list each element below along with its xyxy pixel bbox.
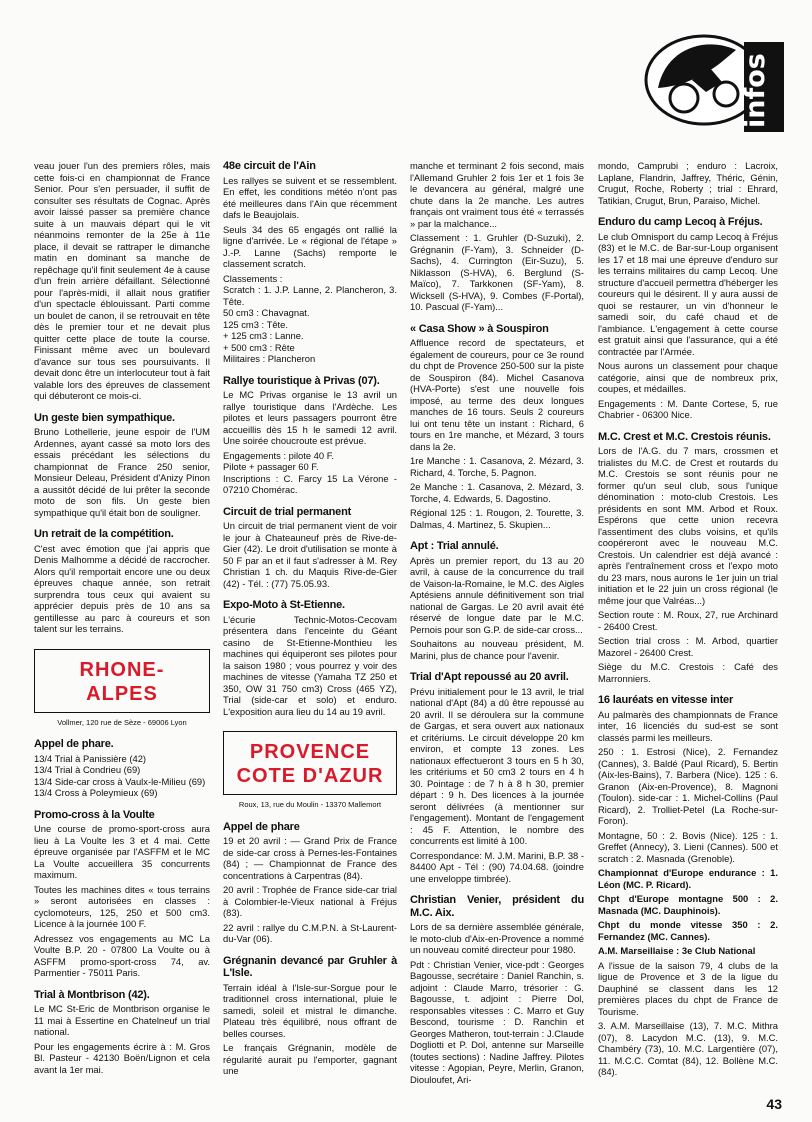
paragraph: Lors de l'A.G. du 7 mars, crossmen et trialistes du M.C. de Crest et routards du M.C. Crestois se sont réunis pour ne former qu'un seul club, sous l'unique dénomination : moto-club Crestois. Les présidents en sont MM. Arbod et Roux. Espérons que cette union recevra l'assentiment des clubs voisins, et qu'ils coopéreront avec le nouveau M.C. Crestois. Un calendrier est déjà avancé : après l'entraînement cross et l'expo moto du 23 mars, nous aurons le 1er juin un trial initiation et le 22 juin un cross régional (le même jour que Valréas...): [598, 445, 778, 606]
page-number: 43: [766, 1096, 782, 1112]
paragraph: Section trial cross : M. Arbod, quartier Mazorel - 26400 Crest.: [598, 635, 778, 658]
heading-geste: Un geste bien sympathique.: [34, 411, 175, 424]
paragraph: Le MC Privas organise le 13 avril un rallye touristique dans l'Ardèche. Les pilotes et leurs passagers pourront être accueillis dès 15 h le samedi 12 avril. Une soirée choucroute est prévue.: [223, 389, 397, 446]
heading-casa-show: « Casa Show » à Souspiron: [410, 322, 549, 335]
paragraph: 19 et 20 avril : — Grand Prix de France de side-car cross à Pernes-les-Fontaines (84) ; — Championnat de France des concentrations à Carpentras (84).: [223, 835, 397, 881]
list-item: 13/4 Trial à Panissière (42): [34, 752, 147, 764]
heading-voulte: Promo-cross à la Voulte: [34, 808, 155, 821]
list-item: Scratch : 1. J.P. Lanne, 2. Plancheron, 3. Tête.: [223, 284, 397, 307]
paragraph: Montagne, 50 : 2. Bovis (Nice). 125 : 1. Greffet (Annecy), 3. Lieni (Cannes). 500 et scratch : 2. Masnada (Grenoble).: [598, 829, 778, 864]
list-item: + 125 cm3 : Lanne.: [223, 330, 304, 341]
heading-venier: Christian Venier, président du M.C. Aix.: [410, 894, 584, 919]
region-title: RHONE-: [79, 658, 165, 681]
heading-ain: 48e circuit de l'Ain: [223, 160, 316, 172]
list-item: Pilote + passager 60 F.: [223, 461, 319, 472]
paragraph: Seuls 34 des 65 engagés ont rallié la ligne d'arrivée. Le « régional de l'étape » J.-P. Lanne (Sachs) remporte le classement scratch.: [223, 223, 397, 269]
paragraph: A l'issue de la saison 79, 4 clubs de la ligue de Provence et 3 de la ligue du Dauphiné se classent dans les 12 premières places du chpt de France de Tourisme.: [598, 959, 778, 1017]
region-title: COTE D'AZUR: [236, 765, 384, 787]
paragraph: Section route : M. Roux, 27, rue Archinard - 26400 Crest.: [598, 609, 778, 632]
paragraph: Siège du M.C. Crestois : Café des Marronniers.: [598, 661, 778, 684]
paragraph: Régional 125 : 1. Rougon, 2. Tourette, 3. Dalmas, 4. Martinez, 5. Skupien...: [410, 507, 584, 530]
paragraph: Prévu initialement pour le 13 avril, le trial national d'Apt (84) a dû être repoussé au 20 avril. Il se déroulera sur la commune de Gargas, et sera ouvert aux nationaux et critériums. Le circuit développe 20 km environ, et compte 13 zones. Les nationaux effectueront 3 tours en 5 h 30, les critériums et 50 cm3 2 tours en 4 h 30. Pointage : de 7 h à 8 h 30, premier départ : 9 h. Des licences à la journée seront délivrées (à mentionner sur l'engagement). Montant de l'engagement : 45 F. Attention, le nombre des concurrents est limité à 100.: [410, 685, 584, 846]
paragraph: Adressez vos engagements au MC La Voulte B.P. 20 - 07800 La Voulte ou à ASFFM promo-sport-cross 74, av. Parmentier - 75011 Paris.: [34, 932, 210, 978]
paragraph: Pdt : Christian Venier, vice-pdt : Georges Bagousse, secrétaire : Daniel Ranchin, s. adjoint : Claude Marro, trésorier : G. Bagousse, t. adjoint : Pierre Dol, responsables vitesses : C. Marro et Guy Bescond, tourisme : D. Ranchin et Georges Matheron, tout-terrain : J.Claude Dogliotti et P. Dol, antenne sur Marseille (toutes sections) : Nadine Jaffrey. Pilotes vitesse : Agopian, Peyre, Merlin, Granon, Diouloufet, Ari-: [410, 958, 584, 1085]
region-address: Vollmer, 120 rue de Sèze - 69006 Lyon: [57, 717, 187, 727]
list-item: 13/4 Trial à Condrieu (69): [34, 764, 141, 775]
paragraph: Le MC St-Eric de Montbrison organise le 11 mai à Essertine en Chatelneuf un trial national.: [34, 1003, 210, 1037]
paragraph: Toutes les machines dites « tous terrains » seront autorisées en classes : cyclomoteurs, 125, 250 et 500 cm3. Licence à la journée 100 F.: [34, 883, 210, 929]
paragraph: 2e Manche : 1. Casanova, 2. Mézard, 3. Torche, 4. Edwards, 5. Dagostino.: [410, 481, 584, 504]
paragraph: Une course de promo-sport-cross aura lieu à La Voulte les 3 et 4 mai. Cette épreuve organisée par l'ASFFM et le MC La Voulte accueillera 35 concurrents maximum.: [34, 823, 210, 880]
paragraph: A.M. Marseillaise : 3e Club National: [598, 945, 756, 956]
paragraph: Nous aurons un classement pour chaque catégorie, ainsi que de nombreux prix, coupes, et médailles.: [598, 360, 778, 394]
column-3: [410, 160, 584, 1088]
region-title: PROVENCE: [249, 741, 371, 763]
heading-retrait: Un retrait de la compétition.: [34, 528, 174, 540]
paragraph: 1re Manche : 1. Casanova, 2. Mézard, 3. Richard, 4. Torche, 5. Pagnon.: [410, 455, 584, 478]
paragraph: manche et terminant 2 fois second, mais l'Allemand Gruhler 2 fois 1er et 1 fois 3e le devancera au général, malgré une chute dans la 2e manche. Les autres français ont vraiment tous été « terrassés » par la malchance...: [410, 160, 584, 229]
heading-apt: Apt : Trial annulé.: [410, 540, 499, 552]
heading-phare: Appel de phare.: [34, 738, 114, 750]
paragraph: Chpt du monde vitesse 350 : 2. Fernandez (MC. Cannes).: [598, 919, 778, 942]
paragraph: Pour les engagements écrire à : M. Gros Bl. Pasteur - 42130 Boën/Lignon et cela avant la 1er mai.: [34, 1040, 210, 1075]
paragraph: veau jouer l'un des premiers rôles, mais cette fois-ci en championnat de France Senior. Pour s'en persuader, il suffit de consulter ses résultats de Cognac. Après avoir laissé passer sa première chance suite à un mauvais départ qui le vit néanmoins remonter de la 25e à 11e place, il devait se rattraper le dimanche matin en dominant sa manche de repêchage qu'il finit seulement 4e à cause d'un frein arrière défaillant. Sélectionné pour l'après-midi, il allait nous gratifier d'un spectacle éblouissant. Parti comme un boulet de canon, il se retrouvait en tête dès le premier tour et ne devait plus quitter cette place de toute la course. Finissant même avec un boulevard d'avance sur tous ses poursuivants. Il devait donc être un interlocuteur tout à fait valable lors des épreuves de classement qui débuteront ce mois-ci.: [34, 160, 210, 401]
column-4: [598, 160, 778, 1081]
list-item: 50 cm3 : Chavagnat.: [223, 307, 310, 318]
heading-trial-apt: Trial d'Apt repoussé au 20 avril.: [410, 671, 569, 683]
heading-privas: Rallye touristique à Privas (07).: [223, 374, 380, 387]
list-item: 13/4 Side-car cross à Vaulx-le-Milieu (69): [34, 775, 206, 787]
list-item: 125 cm3 : Tête.: [223, 318, 288, 330]
paragraph: Terrain idéal à l'Isle-sur-Sorgue pour le traditionnel cross international, pluie le samedi, soleil et mistral le dimanche. Plateau très équilibré, nous offrant de belles courses.: [223, 981, 397, 1039]
paragraph: Championnat d'Europe endurance : 1. Léon (MC. P. Ricard).: [598, 867, 778, 890]
paragraph: Les rallyes se suivent et se ressemblent. En effet, les conditions météo n'ont pas été meilleures dans l'Ain que récemment dafs le Beaujolais.: [223, 174, 397, 220]
heading-permanent: Circuit de trial permanent: [223, 505, 352, 518]
paragraph: Le club Omnisport du camp Lecoq à Fréjus (83) et le M.C. de Bar-sur-Loup organisent les 17 et 18 mai une épreuve d'enduro sur les terrains militaires du camp Lecoq. Une structure d'accueil permettra d'héberger les coureurs qui le désirent. Il y aura aussi de quoi se restaurer, un vin d'honneur le samedi soir, du café chaud et de l'ambiance. L'engagement à cette course est gratuit ainsi que l'assurance, qui a été contractée par l'Armée.: [598, 230, 778, 357]
paragraph: Un circuit de trial permanent vient de voir le jour à Chateauneuf près de Rive-de-Gier (42). Le droit d'utilisation se monte à 50 F par an et il faut s'adresser à M. Rey Christian 1 ch. du Maquis Rive-de-Gier (42) - Tél. : (77) 75.05.93.: [223, 520, 397, 589]
column-1: [34, 160, 210, 1078]
region-address: Roux, 13, rue du Moulin - 13370 Mallemort: [238, 800, 382, 809]
heading-phare-provence: Appel de phare: [223, 820, 300, 833]
list-item: Militaires : Plancheron: [223, 353, 316, 364]
list-item: Classements :: [223, 272, 283, 284]
paragraph: 22 avril : rallye du C.M.P.N. à St-Laurent-du-Var (06).: [223, 921, 397, 944]
paragraph: Affluence record de spectateurs, et également de coureurs, pour ce 3e round du chpt de Provence 250-500 sur la piste de Souspiron (84). Michel Casanova (HVA-Porte) s'est une nouvelle fois imposé, au terme des deux longues manches de 16 tours. Seuls 2 coureurs lui ont tenu tête un instant : Richard, 6 tours en 1re manche, et Mézard, 3 tours dans la 2e.: [410, 337, 584, 452]
paragraph: Le français Grégnanin, modèle de régularité aurait pu l'emporter, gagnant une: [223, 1042, 397, 1076]
paragraph: Correspondance: M. J.M. Marini, B.P. 38 - 84400 Apt - Tél : (90) 74.04.68. (joindre une enveloppe timbrée).: [410, 849, 584, 884]
paragraph: Lors de sa dernière assemblée générale, le moto-club d'Aix-en-Provence a nommé un nouveau comité directeur pour 1980.: [410, 921, 584, 955]
column-2: [223, 160, 397, 1080]
list-item: Engagements : pilote 40 F.: [223, 449, 335, 461]
paragraph: 3. A.M. Marseillaise (13), 7. M.C. Mithra (07), 8. Lacydon M.C. (13), 9. M.C. Chambéry (73), 10. M.C. Largentière (07), 11. M.C.C. Comtat (84), 12. Bollène M.C. (84).: [598, 1020, 778, 1077]
list-item: Inscriptions : C. Farcy 15 La Vérone - 07210 Chomérac.: [223, 472, 397, 495]
heading-montbrison: Trial à Montbrison (42).: [34, 988, 150, 1001]
engagement-list: [223, 450, 397, 496]
region-title: ALPES: [86, 682, 158, 705]
paragraph: Après un premier report, du 13 au 20 avril, à cause de la concurrence du trail de Vaison-la-Romaine, le M.C. des Aigles Aptésiens annule définitivement son trial national de Gargas. Le 20 avril avait été réservé de longue date par le M.C. Pernois pour son G.P. de side-car cross...: [410, 554, 584, 635]
paragraph: C'est avec émotion que j'ai appris que Denis Malhomme a décidé de raccrocher. Alors qu'il remportait encore une ou deux épreuves chaque année, son retrait surprendra tous ceux qui avaient su apprécier depuis près de 10 ans sa gentillesse au parc à coureurs et son talent sur les terrains.: [34, 542, 210, 634]
heading-crest: M.C. Crest et M.C. Crestois réunis.: [598, 430, 771, 443]
paragraph: Souhaitons au nouveau président, M. Marini, plus de chance pour l'avenir.: [410, 638, 584, 661]
paragraph: Chpt d'Europe montagne 500 : 2. Masnada (MC. Dauphinois).: [598, 893, 778, 916]
result-list: [223, 273, 397, 365]
list-item: 13/4 Cross à Poleymieux (69): [34, 787, 158, 798]
paragraph: Classement : 1. Gruhler (D-Suzuki), 2. Grégnanin (F-Yam), 3. Schneider (D-Sachs), 4. Currington (Eir-Suzu), 5. Niklasson (S-HVA), 6. Berglund (S-Maïco), 7. Tarkkonen (SF-Yam), 8. Wicksell (S-HVA), 9. Combes (F-Portal), 10. Pascual (F-Yam)...: [410, 232, 584, 312]
heading-expo: Expo-Moto à St-Etienne.: [223, 599, 345, 611]
paragraph: Engagements : M. Dante Cortese, 5, rue Chabrier - 06300 Nice.: [598, 397, 778, 420]
list-item: + 500 cm3 : Rête: [223, 341, 295, 353]
paragraph: L'écurie Technic-Motos-Cecovam présentera dans l'enceinte du Géant casino de St-Etienne-Monthieu les machines qui équiperont ses pilotes pour la saison 1980 ; vous pourrez y voir des machines de vitesse (Yamaha TZ 250 et 350, OW 31 750 cm3) Cross (465 YZ), Trial (side-car et solo) et enduro. L'exposition aura lieu du 14 au 19 avril.: [223, 613, 397, 717]
paragraph: 250 : 1. Estrosi (Nice), 2. Fernandez (Cannes), 3. Baldé (Paul Ricard), 5. Bertin (Aix-les-Bains), 7. Barbera (Nice). 125 : 6. Granon (Aix-en-Provence), 8. Magnoni (Toulon). side-car : 1. Michel-Collins (Paul Ricard), 2. Trolliet-Petel (La Roche-sur-Foron).: [598, 746, 778, 826]
paragraph: Bruno Lothellerie, jeune espoir de l'UM Ardennes, ayant cassé sa moto lors des essais précédant les sélections du championnat de France 250 senior, Monsieur Deleau, Président d'Anizy Pinon a aussitôt décidé de lui prêter la seconde moto de son fils. Un geste bien sympathique qu'il était bon de souligner.: [34, 426, 210, 518]
heading-lecoq: Enduro du camp Lecoq à Fréjus.: [598, 216, 763, 228]
paragraph: Au palmarès des championnats de France inter, 16 licenciés du sud-est se sont classés parmi les meilleurs.: [598, 708, 778, 743]
heading-laureats: 16 lauréats en vitesse inter: [598, 694, 734, 706]
logo-text: infos: [740, 53, 771, 128]
paragraph: 20 avril : Trophée de France side-car trial à Colombier-le-Vieux national à Fréjus (83).: [223, 884, 397, 918]
event-list: [34, 753, 210, 799]
heading-gregnanin: Grégnanin devancé par Gruhler à L'Isle.: [223, 954, 397, 979]
region-box-provence: [223, 731, 397, 795]
infos-logo: [636, 28, 786, 138]
region-box-rhone-alpes: [34, 649, 210, 713]
paragraph: mondo, Camprubi ; enduro : Lacroix, Laplane, Flandrin, Jaffrey, Théric, Génin, Crugut, Roche, Roberty ; trial : Ehrard, Tatikian, Crugut, Brun, Paraiso, Michel.: [598, 160, 778, 206]
